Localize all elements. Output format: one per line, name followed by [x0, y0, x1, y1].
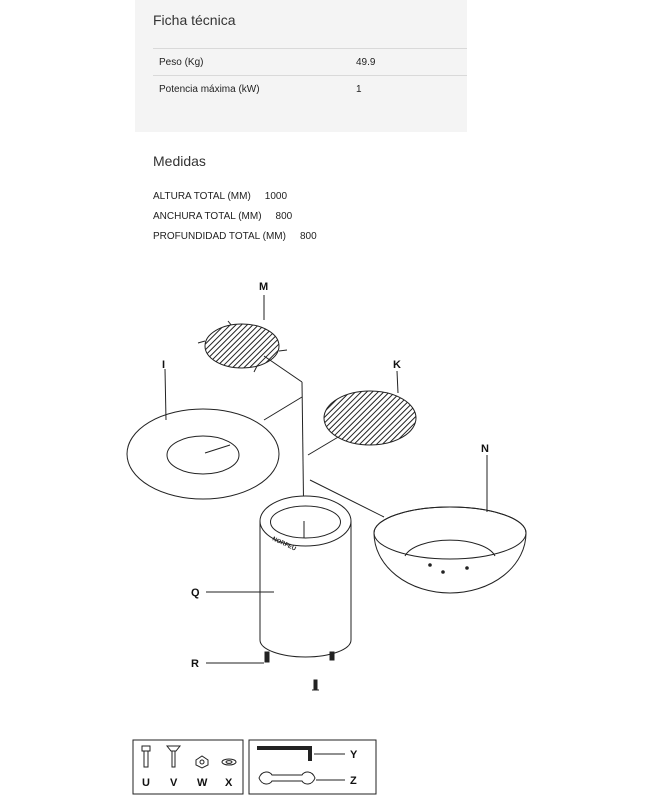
- spec-label: Potencia máxima (kW): [159, 84, 260, 95]
- spec-value: 1: [356, 84, 362, 95]
- label-u: U: [142, 777, 150, 789]
- cylinder-body-q: [260, 496, 351, 657]
- fire-bowl-n: [374, 507, 526, 593]
- label-v: V: [170, 777, 178, 789]
- grill-grate-m: [198, 321, 287, 372]
- label-r: R: [191, 658, 199, 670]
- label-n: N: [481, 443, 489, 455]
- measure-label: ANCHURA TOTAL (MM): [153, 211, 262, 222]
- brand-logo: NORFEU: [271, 536, 297, 553]
- label-k: K: [393, 359, 401, 371]
- label-w: W: [197, 777, 208, 789]
- label-m: M: [259, 281, 269, 293]
- spec-value: 49.9: [356, 57, 376, 68]
- measure-label: ALTURA TOTAL (MM): [153, 191, 251, 202]
- measures-title: Medidas: [153, 153, 206, 169]
- measure-value: 1000: [264, 191, 288, 202]
- measure-value: 800: [275, 211, 293, 222]
- leveling-feet-r: [265, 652, 334, 690]
- label-q: Q: [191, 587, 200, 599]
- label-z: Z: [350, 775, 357, 787]
- grill-grate-k: [324, 391, 416, 445]
- label-x: X: [225, 777, 233, 789]
- label-i: I: [162, 359, 166, 371]
- measure-value: 800: [299, 231, 317, 242]
- label-y: Y: [350, 749, 358, 761]
- spec-label: Peso (Kg): [159, 57, 204, 68]
- spec-title: Ficha técnica: [153, 12, 236, 28]
- fire-ring-i: [127, 409, 279, 499]
- measure-label: PROFUNDIDAD TOTAL (MM): [153, 231, 286, 242]
